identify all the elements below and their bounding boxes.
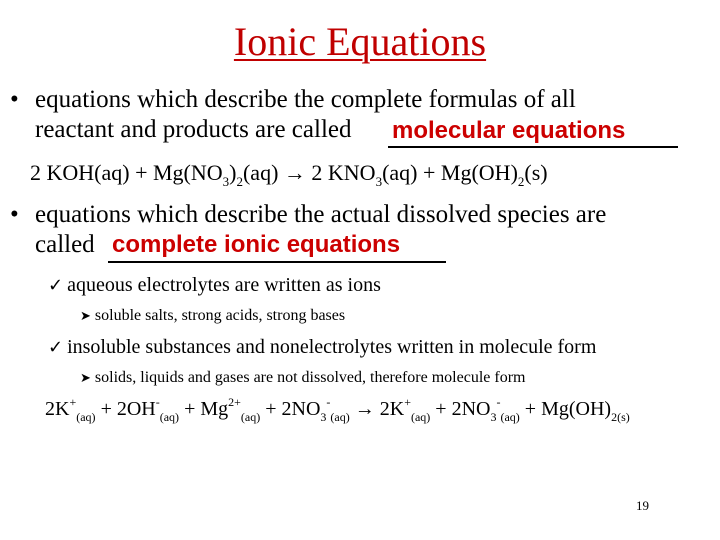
sub-sub-bullet-2: ➤ solids, liquids and gases are not dissolved, therefore molecule form <box>80 369 526 386</box>
bullet-1-line-2 <box>35 116 352 144</box>
fill-blank-line-2 <box>108 261 446 263</box>
bullet-marker-2: • <box>10 201 19 228</box>
answer-complete-ionic-equations: complete ionic equations <box>112 231 401 258</box>
bullet-2-prefix: called <box>35 231 95 258</box>
bullet-1-line-1: equations which describe the complete formulas of all <box>35 86 576 113</box>
page-number: 19 <box>636 498 649 513</box>
bullet-1-prefix: reactant and products are called <box>35 116 352 143</box>
complete-ionic-equation: $2K^+_{(aq)} + 2OH^-_{(aq)} + Mg^{2+}_{(aq)} + 2NO_3^-_{(aq)} \to 2K^+_{(aq)} + 2NO_3^-_{(aq)} + Mg(OH)_{2(s)}$ <box>45 395 630 424</box>
bullet-marker-1: • <box>10 86 19 113</box>
reaction-arrow: → <box>283 160 306 185</box>
sub-bullet-1: ✓ aqueous electrolytes are written as ions <box>48 274 381 296</box>
sub-bullet-2: ✓ insoluble substances and nonelectrolytes written in molecule form <box>48 336 597 358</box>
slide-title: Ionic Equations <box>233 19 487 64</box>
arrow-bullet-icon: ➤ <box>80 371 91 386</box>
answer-molecular-equations: molecular equations <box>392 117 626 144</box>
fill-blank-line-1 <box>388 146 678 148</box>
check-icon: ✓ <box>48 275 64 296</box>
check-icon: ✓ <box>48 337 64 358</box>
sub-sub-bullet-1: ➤ soluble salts, strong acids, strong bases <box>80 307 346 324</box>
bullet-2-line-2 <box>35 231 95 259</box>
arrow-bullet-icon: ➤ <box>80 309 91 324</box>
reaction-arrow: → <box>354 398 375 420</box>
molecular-equation: 2 $KOH(aq) + Mg(NO_3)_2(aq) \to 2$ $KNO_3(aq) + Mg(OH)_2(s)$ <box>30 160 548 189</box>
bullet-2-line-1: equations which describe the actual dissolved species are <box>35 201 607 228</box>
